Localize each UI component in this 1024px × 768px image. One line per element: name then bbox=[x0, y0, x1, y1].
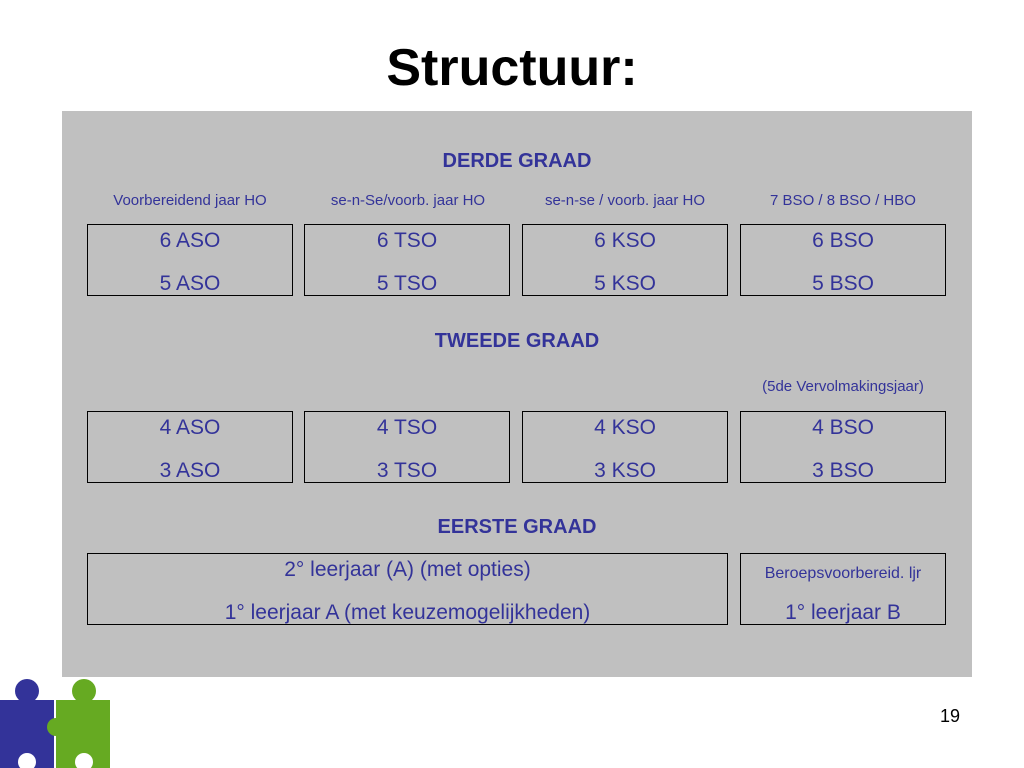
puzzle-green-piece bbox=[47, 679, 110, 768]
derde-box-aso bbox=[87, 224, 293, 296]
tweede-aso-top: 4 ASO bbox=[159, 416, 221, 439]
derde-box-kso bbox=[522, 224, 728, 296]
tweede-bso-bottom: 3 BSO bbox=[812, 459, 874, 482]
derde-kso-top: 6 KSO bbox=[594, 229, 656, 252]
derde-aso-top: 6 ASO bbox=[159, 229, 221, 252]
derde-label-tso: se-n-Se/voorb. jaar HO bbox=[330, 192, 486, 209]
eerste-b-bottom: 1° leerjaar B bbox=[785, 601, 901, 624]
eerste-b-top: Beroepsvoorbereid. ljr bbox=[764, 565, 922, 582]
derde-label-bso: 7 BSO / 8 BSO / HBO bbox=[770, 192, 916, 209]
derde-bso-bottom: 5 BSO bbox=[812, 272, 874, 295]
tweede-kso-bottom: 3 KSO bbox=[594, 459, 656, 482]
eerste-a-top: 2° leerjaar (A) (met opties) bbox=[284, 558, 531, 581]
page-number: 19 bbox=[939, 706, 961, 726]
eerste-graad-title: EERSTE GRAAD bbox=[437, 516, 597, 538]
tweede-aso-bottom: 3 ASO bbox=[159, 459, 221, 482]
tweede-note: (5de Vervolmakingsjaar) bbox=[762, 378, 924, 395]
derde-kso-bottom: 5 KSO bbox=[594, 272, 656, 295]
structure-panel bbox=[62, 111, 972, 677]
derde-label-kso: se-n-se / voorb. jaar HO bbox=[544, 192, 706, 209]
tweede-box-kso bbox=[522, 411, 728, 483]
puzzle-purple-piece bbox=[0, 679, 54, 768]
tweede-tso-top: 4 TSO bbox=[376, 416, 438, 439]
tweede-kso-top: 4 KSO bbox=[594, 416, 656, 439]
derde-tso-top: 6 TSO bbox=[376, 229, 438, 252]
derde-box-tso bbox=[304, 224, 510, 296]
tweede-box-bso bbox=[740, 411, 946, 483]
derde-tso-bottom: 5 TSO bbox=[376, 272, 438, 295]
eerste-a-bottom: 1° leerjaar A (met keuzemogelijkheden) bbox=[224, 601, 591, 624]
eerste-box-a bbox=[87, 553, 728, 625]
puzzle-pieces-icon bbox=[0, 678, 112, 768]
tweede-tso-bottom: 3 TSO bbox=[376, 459, 438, 482]
tweede-box-aso bbox=[87, 411, 293, 483]
derde-bso-top: 6 BSO bbox=[812, 229, 874, 252]
derde-box-bso bbox=[740, 224, 946, 296]
tweede-bso-top: 4 BSO bbox=[812, 416, 874, 439]
tweede-box-tso bbox=[304, 411, 510, 483]
derde-aso-bottom: 5 ASO bbox=[159, 272, 221, 295]
eerste-box-b bbox=[740, 553, 946, 625]
derde-graad-title: DERDE GRAAD bbox=[442, 150, 592, 172]
derde-label-aso: Voorbereidend jaar HO bbox=[113, 192, 267, 209]
tweede-graad-title: TWEEDE GRAAD bbox=[434, 330, 600, 352]
slide-title: Structuur: bbox=[386, 39, 638, 97]
